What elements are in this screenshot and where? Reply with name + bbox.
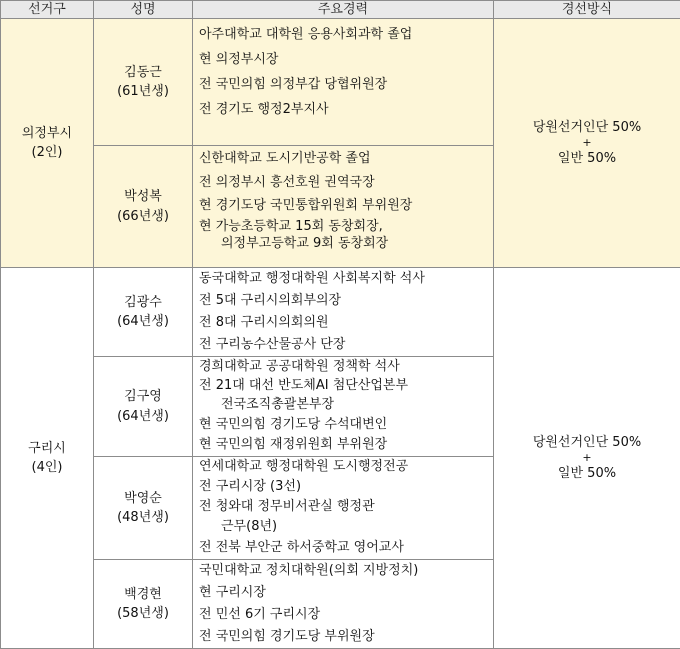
method-cell (494, 268, 680, 649)
method-line-1: 당원선거인단 50% (494, 118, 680, 138)
career-line: 신한대학교 도시기반공학 졸업 (199, 147, 493, 171)
career-cell (193, 560, 494, 649)
candidate-name: 김구영 (124, 389, 162, 404)
district-name: 의정부시 (22, 126, 72, 141)
candidate-age: (66년생) (117, 209, 169, 224)
candidate-age: (58년생) (117, 606, 169, 621)
career-line: 근무(8년) (199, 517, 493, 537)
career-line: 전 전북 부안군 하서중학교 영어교사 (199, 537, 493, 559)
career-line: 전 청와대 정무비서관실 행정관 (199, 497, 493, 517)
career-line: 전 의정부시 흥선호원 권역국장 (199, 171, 493, 195)
candidate-name-cell (94, 19, 193, 146)
method-line-1: 당원선거인단 50% (494, 433, 680, 453)
career-line: 전 8대 구리시의회의원 (199, 312, 493, 334)
method-plus: + (494, 452, 680, 464)
career-line: 전 21대 대선 반도체AI 첨단산업본부 (199, 377, 493, 395)
career-cell (193, 268, 494, 357)
career-line: 전국조직총괄본부장 (199, 395, 493, 415)
header-career: 주요경력 (193, 1, 494, 19)
candidate-name-cell (94, 146, 193, 268)
career-line: 전 국민의힘 의정부갑 당협위원장 (199, 72, 493, 97)
candidate-age: (64년생) (117, 409, 169, 424)
career-line: 의정부고등학교 9회 동창회장 (199, 235, 493, 252)
district-cell (1, 268, 94, 649)
career-line: 현 구리시장 (199, 582, 493, 604)
candidate-name-cell (94, 560, 193, 649)
candidate-name: 김광수 (124, 295, 162, 310)
career-line: 현 국민의힘 경기도당 수석대변인 (199, 415, 493, 435)
career-line: 연세대학교 행정대학원 도시행정전공 (199, 457, 493, 477)
career-cell (193, 357, 494, 457)
table-row (1, 19, 680, 146)
candidate-name: 백경현 (124, 587, 162, 602)
candidate-name: 박영순 (124, 491, 162, 506)
career-line: 경희대학교 공공대학원 정책학 석사 (199, 357, 493, 377)
method-cell (494, 19, 680, 268)
career-line: 전 구리시장 (3선) (199, 477, 493, 497)
candidate-name-cell (94, 357, 193, 457)
candidate-age: (48년생) (117, 510, 169, 525)
career-line: 현 가능초등학교 15회 동창회장, (199, 218, 493, 235)
candidate-age: (61년생) (117, 84, 169, 99)
candidate-name-cell (94, 268, 193, 357)
table-row (1, 268, 680, 357)
method-line-2: 일반 50% (494, 464, 680, 484)
career-cell (193, 457, 494, 560)
career-line: 아주대학교 대학원 응용사회과학 졸업 (199, 22, 493, 47)
candidate-age: (64년생) (117, 314, 169, 329)
header-name: 성명 (94, 1, 193, 19)
method-line-2: 일반 50% (494, 149, 680, 169)
career-cell (193, 146, 494, 268)
career-line: 전 국민의힘 경기도당 부위원장 (199, 626, 493, 648)
career-line: 현 국민의힘 재정위원회 부위원장 (199, 435, 493, 455)
career-line: 동국대학교 행정대학원 사회복지학 석사 (199, 268, 493, 290)
candidate-name-cell (94, 457, 193, 560)
career-line: 전 5대 구리시의회부의장 (199, 290, 493, 312)
career-cell (193, 19, 494, 146)
career-line: 전 민선 6기 구리시장 (199, 604, 493, 626)
header-district: 선거구 (1, 1, 94, 19)
career-line: 전 경기도 행정2부지사 (199, 97, 493, 122)
district-cell (1, 19, 94, 268)
header-row (1, 1, 680, 19)
candidate-name: 김동근 (124, 65, 162, 80)
district-seats: (2인) (32, 145, 63, 160)
district-seats: (4인) (32, 460, 63, 475)
method-plus: + (494, 137, 680, 149)
career-line: 현 의정부시장 (199, 47, 493, 72)
career-line: 현 경기도당 국민통합위원회 부위원장 (199, 194, 493, 218)
district-name: 구리시 (28, 441, 66, 456)
header-method: 경선방식 (494, 1, 680, 19)
candidate-name: 박성복 (124, 189, 162, 204)
career-line: 전 구리농수산물공사 단장 (199, 334, 493, 356)
career-line: 국민대학교 정치대학원(의회 지방정치) (199, 560, 493, 582)
